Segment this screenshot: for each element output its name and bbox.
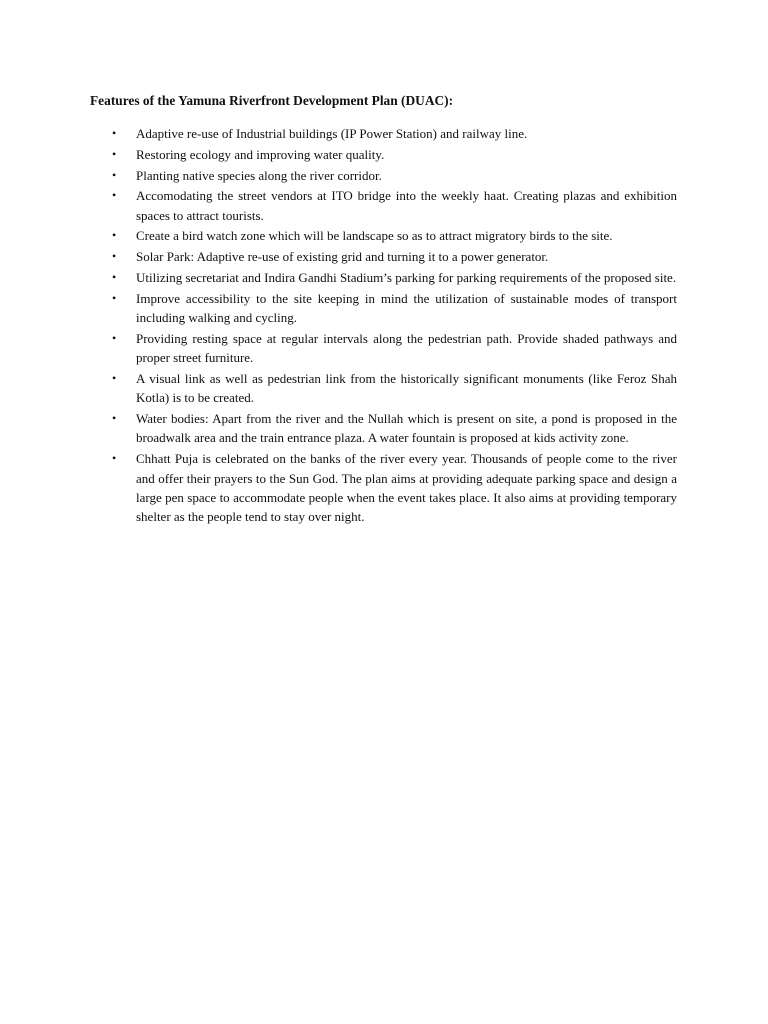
- bullet-icon: •: [112, 330, 117, 345]
- list-item-text: Utilizing secretariat and Indira Gandhi Stadium’s parking for parking requirements of the proposed site.: [136, 270, 677, 286]
- list-item-text: Planting native species along the river corridor.: [136, 167, 382, 183]
- list-item: [90, 289, 677, 328]
- list-item: [90, 449, 677, 526]
- bullet-icon: •: [112, 146, 117, 161]
- bullet-icon: •: [112, 249, 117, 264]
- list-item-text: Providing resting space at regular intervals along the pedestrian path. Provide shaded pathways and proper street furniture.: [136, 330, 677, 366]
- list-item-text: Restoring ecology and improving water quality.: [136, 146, 385, 162]
- list-item: [90, 409, 677, 448]
- list-item-text: Create a bird watch zone which will be landscape so as to attract migratory birds to the site.: [136, 228, 613, 244]
- list-item: [90, 145, 677, 164]
- bullet-icon: •: [112, 411, 117, 426]
- bullet-icon: •: [112, 451, 117, 466]
- feature-list: [90, 124, 677, 528]
- list-item-text: Improve accessibility to the site keeping in mind the utilization of sustainable modes of transport including walking and cycling.: [136, 290, 677, 326]
- list-item: [90, 329, 677, 368]
- bullet-icon: •: [112, 167, 117, 182]
- list-item-text: Adaptive re-use of Industrial buildings (IP Power Station) and railway line.: [136, 126, 528, 141]
- list-item: [90, 124, 677, 143]
- list-item-text: Solar Park: Adaptive re-use of existing grid and turning it to a power generator.: [136, 249, 549, 265]
- list-item: [90, 166, 677, 185]
- list-item: [90, 268, 677, 287]
- list-item-text: Accomodating the street vendors at ITO bridge into the weekly haat. Creating plazas and exhibition spaces to attract tourists.: [136, 188, 677, 223]
- list-item: [90, 369, 677, 408]
- bullet-icon: •: [112, 371, 117, 386]
- list-item-text: Water bodies: Apart from the river and the Nullah which is present on site, a pond is proposed in the broadwalk area and the train entrance plaza. A water fountain is proposed at kids activity zone.: [136, 411, 677, 446]
- list-item: [90, 186, 677, 225]
- bullet-icon: •: [112, 270, 117, 285]
- list-item: [90, 247, 677, 266]
- bullet-icon: •: [112, 290, 117, 305]
- bullet-icon: •: [112, 188, 117, 203]
- bullet-icon: •: [112, 228, 117, 243]
- document-title: Features of the Yamuna Riverfront Development Plan (DUAC):: [90, 93, 454, 108]
- list-item-text: A visual link as well as pedestrian link from the historically significant monuments (like Feroz Shah Kotla) is to be created.: [136, 371, 677, 406]
- list-item-text: Chhatt Puja is celebrated on the banks of the river every year. Thousands of people come to the river and offer their prayers to the Sun God. The plan aims at providing adequate parking space and design a large pen space to accommodate people when the event takes place. It also aims at providing temporary shelter as the people tend to stay over night.: [136, 451, 677, 525]
- list-item: [90, 226, 677, 245]
- bullet-icon: •: [112, 126, 117, 140]
